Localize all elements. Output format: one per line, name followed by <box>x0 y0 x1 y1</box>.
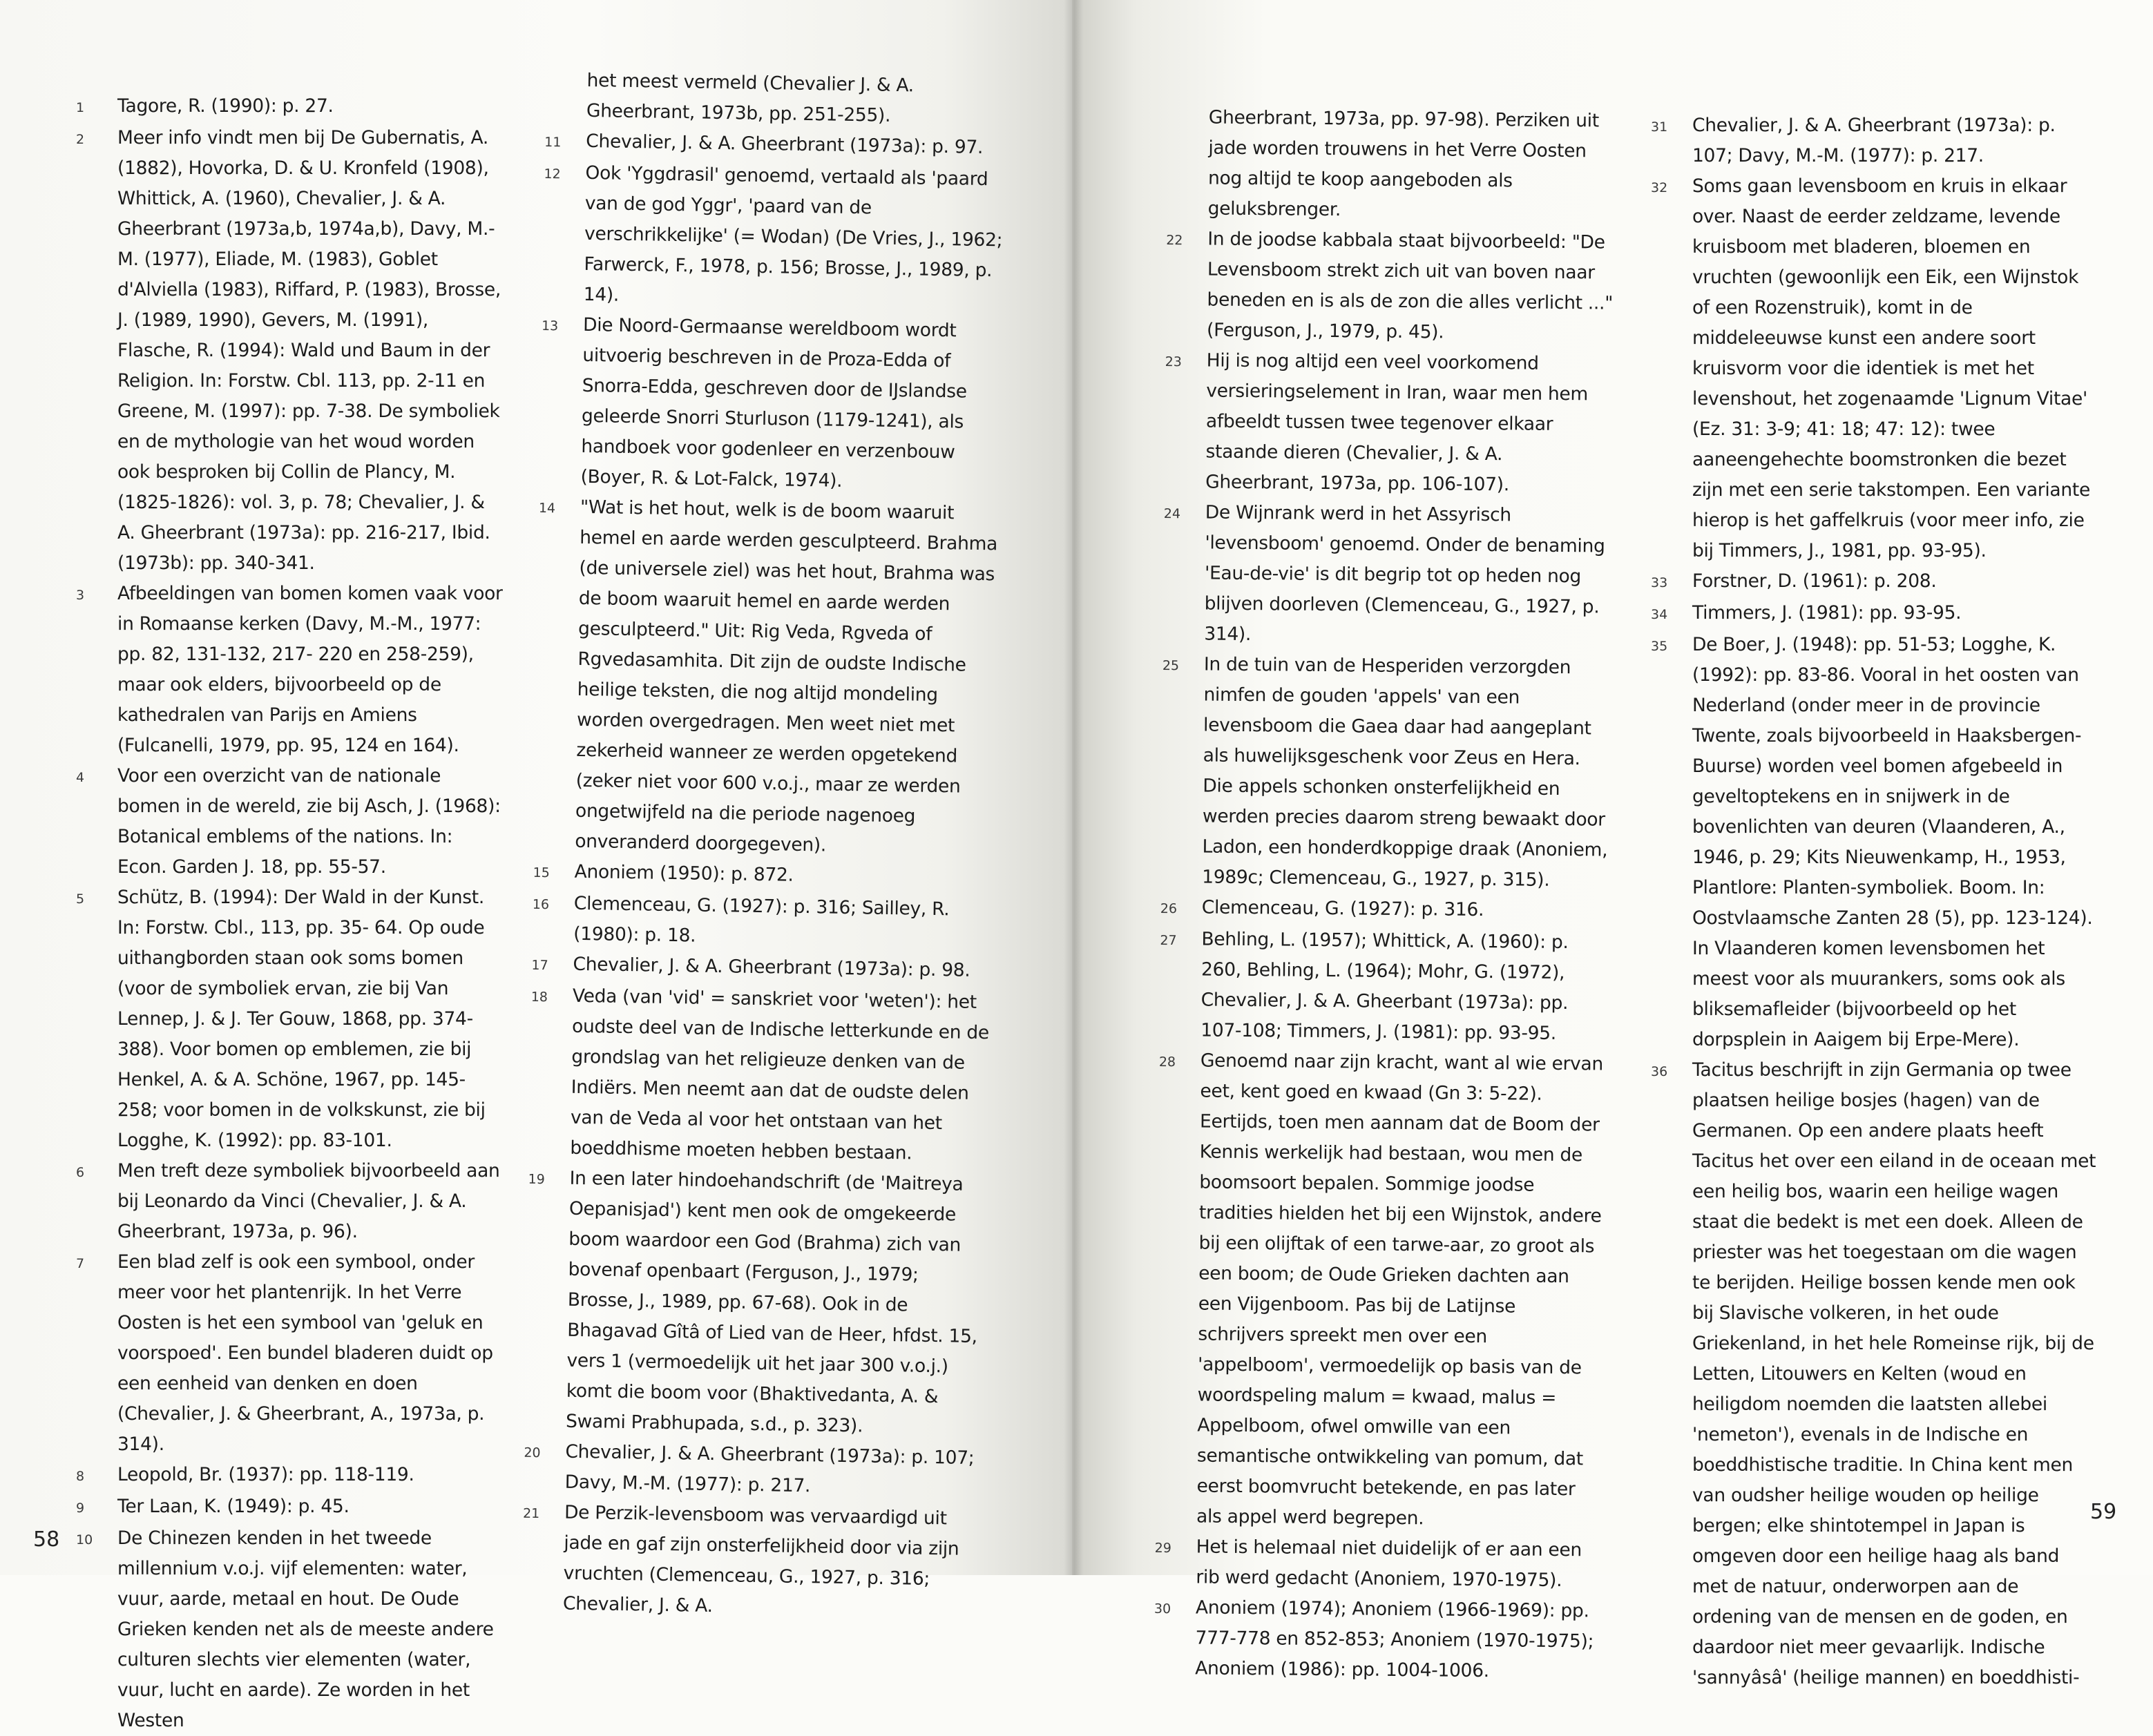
footnote-text: Chevalier, J. & A. Gheerbrant (1973a): p. 97. <box>586 130 984 158</box>
footnote-number: 35 <box>1651 639 1668 654</box>
footnote-text: Meer info vindt men bij De Gubernatis, A. (1882), Hovorka, D. & U. Kronfeld (1908), Whittick, A. (1960), Chevalier, J. & A. Gheerbrant (1973a,b, 1974a,b), Davy, M.-M. (1977), Eliade, M. (1983), Goblet d'Alviella (1983), Riffard, P. (1983), Brosse, J. (1989, 1990), Gevers, M. (1991), Flasche, R. (1994): Wald und Baum in der Religion. In: Forstw. Cbl. 113, pp. 2-11 en Greene, M. (1997): pp. 7-38. De symboliek en de mythologie van het woud worden ook besproken bij Collin de Plancy, M. (1825-1826): vol. 3, p. 78; Chevalier, J. & A. Gheerbrant (1973a): pp. 216-217, Ibid. (1973b): pp. 340-341. <box>117 127 501 574</box>
footnote-number: 29 <box>1154 1540 1172 1556</box>
footnote <box>542 157 1006 316</box>
footnote-text: Veda (van 'vid' = sanskriet voor 'weten'): het oudste deel van de Indische letterkunde en de grondslag van het religieuze denken van de Indiërs. Men neemt aan dat de oudste delen van de Veda al voor het ontstaan van het boeddhisme moeten hebben bestaan. <box>570 985 990 1164</box>
footnote-number: 13 <box>541 318 559 334</box>
footnote-text: Een blad zelf is ook een symbool, onder meer voor het plantenrijk. In het Verre Oosten is het een symbool van 'geluk en voorspoed'. Een bundel bladeren duidt op een eenheid van denken en doen (Chevalier, J. & Gheerbrant, A., 1973a, p. 314). <box>117 1251 493 1455</box>
footnote <box>1154 1532 1604 1597</box>
footnote <box>539 309 1004 499</box>
footnote-text: Die Noord-Germaanse wereldboom wordt uitvoerig beschreven in de Proza-Edda of Snorra-Edda, geschreven door de IJslandse geleerde Snorri Sturluson (1179-1241), als handboek voor godenleer en verzenbouw (Boyer, R. & Lot-Falck, 1974). <box>580 314 968 492</box>
footnote-number: 5 <box>76 891 85 907</box>
footnote <box>533 492 1002 863</box>
footnote-text: Clemenceau, G. (1927): p. 316; Sailley, R. (1980): p. 18. <box>573 892 950 947</box>
footnote-text: Clemenceau, G. (1927): p. 316. <box>1201 896 1484 921</box>
footnote <box>1651 1055 2100 1693</box>
footnote <box>76 579 504 761</box>
footnote-number: 34 <box>1651 607 1668 622</box>
footnote-number: 31 <box>1651 119 1668 135</box>
footnote-text: De Perzik-levensboom was vervaardigd uit jade en gaf zijn onsterfelijkheid door via zijn vruchten (Clemenceau, G., 1927, p. 316; Chevalier, J. & A. <box>562 1501 959 1617</box>
footnote <box>1162 497 1613 653</box>
footnote-text: Anoniem (1974); Anoniem (1966-1969): pp. 777-778 en 852-853; Anoniem (1970-1975); Anoniem (1986): pp. 1004-1006. <box>1195 1597 1594 1682</box>
footnote-text: Chevalier, J. & A. Gheerbrant (1973a): p. 107; Davy, M.-M. (1977): p. 217. <box>564 1440 975 1497</box>
footnote-number: 16 <box>532 896 550 913</box>
footnote-number: 6 <box>76 1165 85 1180</box>
footnote-number: 28 <box>1158 1054 1176 1070</box>
page-number-right: 59 <box>2090 1500 2117 1524</box>
footnote <box>1164 345 1614 501</box>
footnote-text: Tacitus beschrijft in zijn Germania op twee plaatsen heilige bosjes (hagen) van de Germanen. Op een andere plaats heeft Tacitus het over een eiland in de oceaan met een heilig bos, waarin een heilige wagen staat die bedekt is met een doek. Alleen de priester was het toegestaan om die wagen te berijden. Heilige bossen kende men ook bij Slavische volkeren, in het oude Griekenland, in het hele Romeinse rijk, bij de Letten, Litouwers en Kelten (woud en heiligdom noemden die laatsten allebei 'nemeton'), evenals in de Indische en boeddhistische traditie. In China kent men van oudsher heilige wouden op heilige bergen; elke shintotempel in Japan is omgeven door een heilige haag als band met de natuur, onderworpen aan de ordening van de mensen en de goden, en daardoor niet meer gevaarlijk. Indische 'sannyâsâ' (heilige mannen) en boeddhisti- <box>1692 1059 2096 1688</box>
footnote-text: Genoemd naar zijn kracht, want al wie ervan eet, kent goed en kwaad (Gn 3: 5-22). Eertijds, toen men aannam dat de Boom der Kennis werkelijk had bestaan, wou men de boomsoort bepalen. Sommige joodse tradities hielden het bij een Wijnstok, andere bij een olijftak of een tarwe-aar, zo groot als een boom; de Oude Grieken dachten aan een Vijgenboom. Pas bij de Latijnse schrijvers spreekt men over een 'appelboom', vermoedelijk op basis van de woordspeling malum = kwaad, malus = Appelboom, ofwel omwille van een semantische ontwikkeling van pomum, dat eerst boomvrucht betekende, en pas later als appel werd begrepen. <box>1196 1050 1604 1530</box>
footnote-continuation <box>1166 102 1616 228</box>
footnote-number: 11 <box>544 134 562 151</box>
footnote-number: 3 <box>76 588 85 603</box>
footnote-number: 20 <box>524 1445 541 1461</box>
footnote-text: Schütz, B. (1994): Der Wald in der Kunst. In: Forstw. Cbl., 113, pp. 35- 64. Op oude uithangborden staan ook soms bomen (voor de symboliek ervan, zie bij Van Lennep, J. & J. Ter Gouw, 1868, pp. 374-388). Voor bomen op emblemen, zie bij Henkel, A. & A. Schöne, 1967, pp. 145-258; voor bomen in de volkskunst, zie bij Logghe, K. (1992): pp. 83-101. <box>117 887 486 1151</box>
footnote <box>1165 224 1616 349</box>
footnote-number: 14 <box>538 500 556 517</box>
footnote <box>1154 1592 1603 1688</box>
footnote <box>521 1497 986 1626</box>
footnote <box>76 1156 504 1247</box>
footnote <box>532 888 995 956</box>
footnote <box>523 1436 986 1505</box>
footnote-number: 7 <box>76 1256 85 1271</box>
footnote-text: Het is helemaal niet duidelijk of er aan een rib werd gedacht (Anoniem, 1970-1975). <box>1196 1536 1582 1592</box>
footnote <box>1651 598 2100 630</box>
footnote-number: 21 <box>522 1505 540 1522</box>
footnote-text: "Wat is het hout, welk is de boom waaruit hemel en aarde werden gesculpteerd. Brahma (de universele ziel) was het hout, Brahma was de boom waaruit hemel en aarde werden gesculpteerd." Uit: Rig Veda, Rgveda of Rgvedasamhita. Dit zijn de oudste Indische heilige teksten, die nog altijd mondeling worden overgedragen. Men weet niet met zekerheid wanneer ze werden opgetekend (zeker niet voor 600 v.o.j., maar ze werden ongetwijfeld na die periode nagenoeg onveranderd doorgegeven). <box>575 496 998 856</box>
footnote-text: Men treft deze symboliek bijvoorbeeld aan bij Leonardo da Vinci (Chevalier, J. & A. Gheerbrant, 1973a, p. 96). <box>117 1160 500 1242</box>
footnote <box>76 883 504 1156</box>
footnote <box>1651 110 2100 171</box>
footnote-text: In de tuin van de Hesperiden verzorgden nimfen de gouden 'appels' van een levensboom die Gaea daar had aangeplant als huwelijksgeschenk voor Zeus en Hera. Die appels schonken onsterfelijkheid en werden precies daarom streng bewaakt door Ladon, een honderdkoppige draak (Anoniem, 1989c; Clemenceau, G., 1927, p. 315). <box>1202 653 1608 891</box>
footnote-continuation <box>545 65 1008 133</box>
footnote-text: In de joodse kabbala staat bijvoorbeeld: "De Levensboom strekt zich uit van boven naar beneden en is als de zon die alles verlicht ..." (Ferguson, J., 1979, p. 45). <box>1206 228 1614 343</box>
footnote-text: Chevalier, J. & A. Gheerbrant (1973a): p. 98. <box>573 953 970 981</box>
footnote-text: Leopold, Br. (1937): pp. 118-119. <box>117 1464 414 1485</box>
footnote-number: 10 <box>76 1532 93 1547</box>
footnote-text: Behling, L. (1957); Whittick, A. (1960): p. 260, Behling, L. (1964); Mohr, G. (1972), Chevalier, J. & A. Gheerbant (1973a): pp. 107-108; Timmers, J. (1981): pp. 93-95. <box>1200 928 1569 1044</box>
footnote <box>1160 892 1609 928</box>
footnote <box>1651 171 2100 566</box>
footnote-number: 9 <box>76 1501 85 1516</box>
left-page <box>0 0 1072 1731</box>
footnote-number: 18 <box>530 989 548 1005</box>
footnote-number: 27 <box>1160 932 1177 949</box>
footnote-number: 36 <box>1651 1064 1668 1079</box>
footnote <box>76 91 504 123</box>
footnote-text: De Boer, J. (1948): pp. 51-53; Logghe, K. (1992): pp. 83-86. Vooral in het oosten van Nederland (onder meer in de provincie Twente, zoals bijvoorbeeld in Haaksbergen-Buurse) worden veel bomen afgebeeld in geveltoptekens en in snijwerk in de bovenlichten van deuren (Vlaanderen, A., 1946, p. 29; Kits Nieuwenkamp, H., 1953, Plantlore: Planten-symboliek. Boom. In: Oostvlaamsche Zanten 28 (5), pp. 123-124). In Vlaanderen komen levensbomen het meest voor als muurankers, soms ook als bliksemafleider (bijvoorbeeld op het dorpsplein in Aaigem bij Erpe-Mere). <box>1692 634 2093 1050</box>
footnote <box>76 1523 504 1736</box>
footnote-text: Ook 'Yggdrasil' genoemd, vertaald als 'paard van de god Yggr', 'paard van de verschrikkelijke' (= Wodan) (De Vries, J., 1962; Farwerck, F., 1978, p. 156; Brosse, J., 1989, p. 14). <box>583 162 1003 306</box>
footnote-number: 17 <box>531 957 548 974</box>
footnote-text: Afbeeldingen van bomen komen vaak voor in Romaanse kerken (Davy, M.-M., 1977: pp. 82, 131-132, 217- 220 en 258-259), maar ook elders, bijvoorbeeld op de kathedralen van Parijs en Amiens (Fulcanelli, 1979, pp. 95, 124 en 164). <box>117 583 503 756</box>
footnote-text: Soms gaan levensboom en kruis in elkaar over. Naast de eerder zeldzame, levende kruisboom met bladeren, bloemen en vruchten (gewoonlijk een Eik, een Wijnstok of een Rozenstruik), komt in de middeleeuwse kunst een andere soort kruisvorm voor die identiek is met het levenshout, het zogenaamde 'Lignum Vitae' (Ez. 31: 3-9; 41: 18; 47: 12): twee aaneengehechte boomstronken die bezet zijn met een serie takstompen. Een variante hierop is het gaffelkruis (voor meer info, zie bij Timmers, J., 1981, pp. 93-95). <box>1692 175 2090 561</box>
footnote-number: 19 <box>528 1171 546 1188</box>
footnote-number: 30 <box>1154 1601 1171 1617</box>
footnote-text: Anoniem (1950): p. 872. <box>574 860 794 886</box>
footnote-text: Chevalier, J. & A. Gheerbrant (1973a): p. 107; Davy, M.-M. (1977): p. 217. <box>1692 115 2056 166</box>
footnote-text: Tagore, R. (1990): p. 27. <box>117 95 334 117</box>
footnote-column-4 <box>1651 110 2100 1693</box>
book-gutter <box>1064 0 1083 1575</box>
footnote-text: Hij is nog altijd een veel voorkomend versieringselement in Iran, waar men hem afbeeldt tussen twee tegenover elkaar staande dieren (Chevalier, J. & A. Gheerbrant, 1973a, pp. 106-107). <box>1205 349 1589 496</box>
footnote-number: 33 <box>1651 575 1668 590</box>
footnote-number: 22 <box>1166 232 1183 249</box>
footnote-number: 15 <box>533 865 550 881</box>
footnote <box>1651 630 2100 1055</box>
footnote <box>1159 924 1609 1050</box>
footnote <box>76 1492 504 1523</box>
footnote <box>528 981 994 1170</box>
footnote-column-3 <box>1154 102 1616 1688</box>
footnote-number: 12 <box>544 166 561 182</box>
footnote <box>76 761 504 883</box>
footnote-text: De Wijnrank werd in het Assyrisch 'levensboom' genoemd. Onder de benaming 'Eau-de-vie' is dit begrip tot op heden nog blijven doorleven (Clemenceau, G., 1927, p. 314). <box>1204 501 1605 646</box>
footnote-text: In een later hindoehandschrift (de 'Maitreya Oepanisjad') kent men ook de omgekeerde boom waardoor een God (Brahma) zich van bovenaf openbaart (Ferguson, J., 1979; Brosse, J., 1989, pp. 67-68). Ook in de Bhagavad Gîtâ of Lied van de Heer, hfdst. 15, vers 1 (vermoedelijk uit het jaar 300 v.o.j.) komt die boom voor (Bhaktivedanta, A. & Swami Prabhupada, s.d., p. 323). <box>565 1167 978 1437</box>
footnote-number: 26 <box>1160 900 1178 917</box>
footnote-number: 25 <box>1162 657 1180 674</box>
footnote <box>76 1460 504 1492</box>
footnote-number: 24 <box>1163 505 1181 522</box>
footnote-number: 1 <box>76 100 85 115</box>
footnote-number: 23 <box>1165 354 1183 370</box>
footnote-number: 32 <box>1651 180 1668 195</box>
footnote-number: 2 <box>76 132 85 147</box>
footnote-column-1 <box>76 91 504 1736</box>
footnote-text: De Chinezen kenden in het tweede millennium v.o.j. vijf elementen: water, vuur, aarde, metaal en hout. De Oude Grieken kenden net als de meeste andere culturen slechts vier elementen (water, vuur, lucht en aarde). Ze worden in het Westen <box>117 1527 494 1731</box>
footnote-column-2 <box>521 65 1008 1626</box>
footnote-text: Timmers, J. (1981): pp. 93-95. <box>1692 602 1962 624</box>
footnote-number: 8 <box>76 1469 85 1484</box>
footnote-text: Gheerbrant, 1973a, pp. 97-98). Perziken uit jade worden trouwens in het Verre Oosten nog altijd te koop aangeboden als geluksbrenger. <box>1207 106 1600 221</box>
footnote-text: Forstner, D. (1961): p. 208. <box>1692 570 1937 592</box>
footnote <box>524 1163 991 1443</box>
footnote-text: het meest vermeld (Chevalier J. & A. Gheerbrant, 1973b, pp. 251-255). <box>586 69 915 126</box>
footnote <box>1155 1045 1608 1536</box>
footnote-text: Voor een overzicht van de nationale bomen in de wereld, zie bij Asch, J. (1968): Botanical emblems of the nations. In: Econ. Garden J. 18, pp. 55-57. <box>117 765 501 878</box>
page-number-left: 58 <box>33 1527 60 1552</box>
footnote-number: 4 <box>76 770 85 785</box>
footnote-text: Ter Laan, K. (1949): p. 45. <box>117 1496 350 1517</box>
footnote <box>76 123 504 579</box>
footnote <box>76 1247 504 1460</box>
footnote <box>1160 649 1611 896</box>
footnote <box>1651 566 2100 598</box>
